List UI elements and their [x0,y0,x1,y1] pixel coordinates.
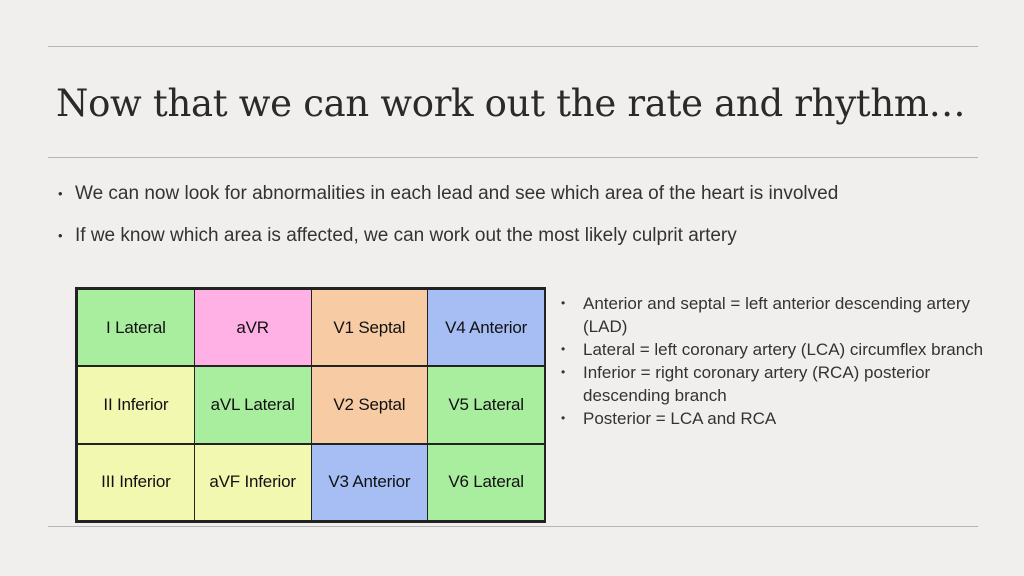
lead-cell-v5: V5 Lateral [427,366,545,443]
lead-cell-v4: V4 Anterior [427,289,545,366]
artery-notes-list [561,292,989,430]
bullet-item: • We can now look for abnormalities in each lead and see which area of the heart is involved [58,180,838,208]
lead-cell-v1: V1 Septal [311,289,429,366]
lead-cell-v2: V2 Septal [311,366,429,443]
slide-title: Now that we can work out the rate and rhythm… [56,82,966,125]
lead-cell-avl: aVL Lateral [194,366,312,443]
artery-note: • Lateral = left coronary artery (LCA) circumflex branch [561,338,989,361]
lead-cell-v6: V6 Lateral [427,444,545,521]
bottom-divider [48,526,978,527]
lead-cell-v3: V3 Anterior [311,444,429,521]
artery-note: • Posterior = LCA and RCA [561,407,989,430]
lead-cell-iii: III Inferior [77,444,195,521]
main-bullet-list [58,180,838,264]
top-divider [48,46,978,47]
lead-cell-avr: aVR [194,289,312,366]
artery-note: • Anterior and septal = left anterior descending artery (LAD) [561,292,989,338]
ecg-lead-table [75,287,546,523]
artery-note: • Inferior = right coronary artery (RCA) posterior descending branch [561,361,989,407]
lead-cell-i: I Lateral [77,289,195,366]
lead-cell-avf: aVF Inferior [194,444,312,521]
title-divider [48,157,978,158]
bullet-item: • If we know which area is affected, we can work out the most likely culprit artery [58,222,838,250]
lead-cell-ii: II Inferior [77,366,195,443]
